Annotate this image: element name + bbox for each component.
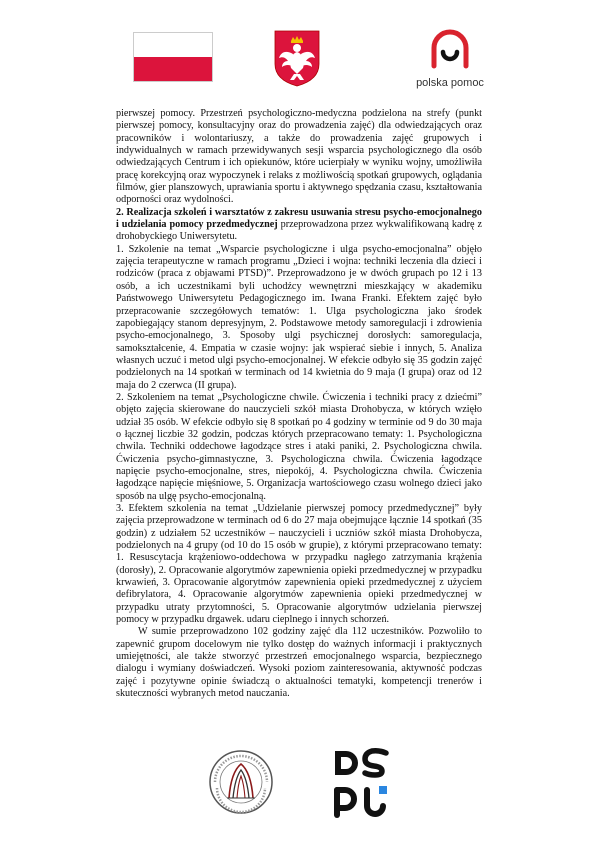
polska-pomoc-logo-text: polska pomoc	[416, 77, 484, 89]
report-text	[116, 108, 482, 701]
association-seal-logo	[207, 748, 275, 816]
polish-coat-of-arms	[272, 28, 322, 88]
page-footer	[0, 748, 595, 828]
paragraph-first-aid-space: pierwszej pomocy. Przestrzeń psychologiczno-medyczna podzielona na strefy (punkt pierwszej pomocy, konsultacyjny oraz do prowadzenia zajęć) dla odwiedzających oraz pracowników i wolontariuszy, a także do prowadzenia zajęć grupowych i indywidualnych w ramach przewidywanych sesji wsparcia psychologicznego dla osób odwiedzających Centrum i ich opiekunów, które ucierpiały w wyniku wojny, umożliwiła pracę korekcyjną oraz wypoczynek i relaks z możliwością spotkań grupowych, oglądania filmów, gier planszowych, uprawiania sportu i aktywnego spędzania czasu, kształtowania odporności oraz wydolności.	[116, 108, 482, 206]
paragraph-summary: W sumie przeprowadzono 102 godziny zajęć dla 112 uczestników. Pozwoliło to zapewnić grupom docelowym nie tylko dostęp do ważnych informacji i praktycznych umiejętności, ale także stworzyć przestrzeń emocjonalnego wsparcia, bezpiecznego dialogu i wymiany doświadczeń. Wysoki poziom zainteresowania, aktywność podczas zajęć i pozytywne opinie świadczą o aktualności tematyki, kompetencji trenerów i skuteczności wybranych metod nauczania.	[116, 626, 482, 700]
paragraph-training-1: 1. Szkolenie na temat „Wsparcie psychologiczne i ulga psycho-emocjonalna” objęło zajęcia terapeutyczne w ramach programu „Dzieci i wojna: techniki leczenia dla dzieci i rodziców (praca z objawami PTSD)”. Przeprowadzono je w dwóch grupach po 12 i 13 osób, a ich uczestnikami byli uchodźcy wewnętrzni mieszkający w akademiku Państwowego Uniwersytetu Pedagogicznego im. Iwana Franki. Efektem zajęć było przepracowanie szczegółowych tematów: 1. Ulga psychologiczna jako środek zapobiegający stanom depresyjnym, 2. Podstawowe metody samoregulacji i zdrowienia psycho-emocjonalnego, 3. Sposoby ulgi psychicznej dorosłych: samoregulacja, samokształcenie, 4. Empatia w czasie wojny: jak wspierać siebie i innych, 5. Analiza własnych uczuć i metod ulgi psycho-emocjonalnej. W efekcie odbyło się 35 godzin zajęć podzielonych na 14 spotkań w terminach od 14 kwietnia do 9 maja (I grupa) oraz od 12 maja do 2 czerwca (II grupa).	[116, 243, 482, 391]
polish-flag	[133, 32, 213, 82]
dspu-university-logo	[332, 748, 392, 820]
paragraph-training-3: 3. Efektem szkolenia na temat „Udzielanie pierwszej pomocy przedmedycznej” były zajęcia przeprowadzone w terminach od 6 do 27 maja obejmujące łącznie 14 spotkań (35 godzin) z udziałem 52 uczestników – nauczycieli i uczniów szkół miasta Drohobycza, podzielonych na 4 grupy (od 10 do 15 osób w grupie), z którymi przepracowano tematy: 1. Resuscytacja krążeniowo-oddechowa w przypadku nagłego zatrzymania krążenia (dorosły), 2. Opracowanie algorytmów zapewnienia opieki przedmedycznej w przypadku krwawień, 3. Opracowanie algorytmów zapewnienia opieki przedmedycznej z użyciem defibrylatora, 4. Opracowanie algorytmów zapewnienia opieki przedmedycznej w przypadku utraty przytomności, 5. Opracowanie algorytmów udzielania pierwszej pomocy w przypadku drgawek. udaru cieplnego i innych schorzeń.	[116, 503, 482, 626]
polska-pomoc-logo	[405, 26, 495, 94]
section-2-intro: przeprowadzona przez wykwalifikowaną kadrę z drohobyckiego Uniwersytetu.	[116, 219, 483, 243]
section-2-title: 2. Realizacja szkoleń i warsztatów z zakresu usuwania stresu psycho-emocjonalnego i udzielania pomocy przedmedycznej	[116, 206, 482, 231]
polska-pomoc-logo-mark	[429, 26, 471, 70]
page-header	[0, 24, 595, 94]
paragraph-section-2-heading	[116, 207, 482, 244]
paragraph-training-2: 2. Szkoleniem na temat „Psychologiczne chwile. Ćwiczenia i techniki pracy z dziećmi” objęto zajęcia skierowane do nauczycieli szkół miasta Drohobycza, w których wzięło udział 35 osób. W efekcie odbyło się 8 spotkań po 4 godziny w terminie od 9 do 30 maja o łącznej liczbie 32 godzin, podczas których przepracowano tematy: 1. Psychologiczna chwila. Techniki oddechowe łagodzące stres i ataki paniki, 2. Psychologiczna chwila. Ćwiczenia psycho-gimnastyczne, 3. Psychologiczna chwila. Ćwiczenia łagodzące napięcie psycho-emocjonalne, stres, niepokój, 4. Psychologiczna chwila. Ćwiczenia łagodzące napięcie mięśniowe, 5. Organizacja wartościowego czasu wolnego dzieci jako sposób na ulgę psycho-emocjonalną.	[116, 391, 482, 502]
